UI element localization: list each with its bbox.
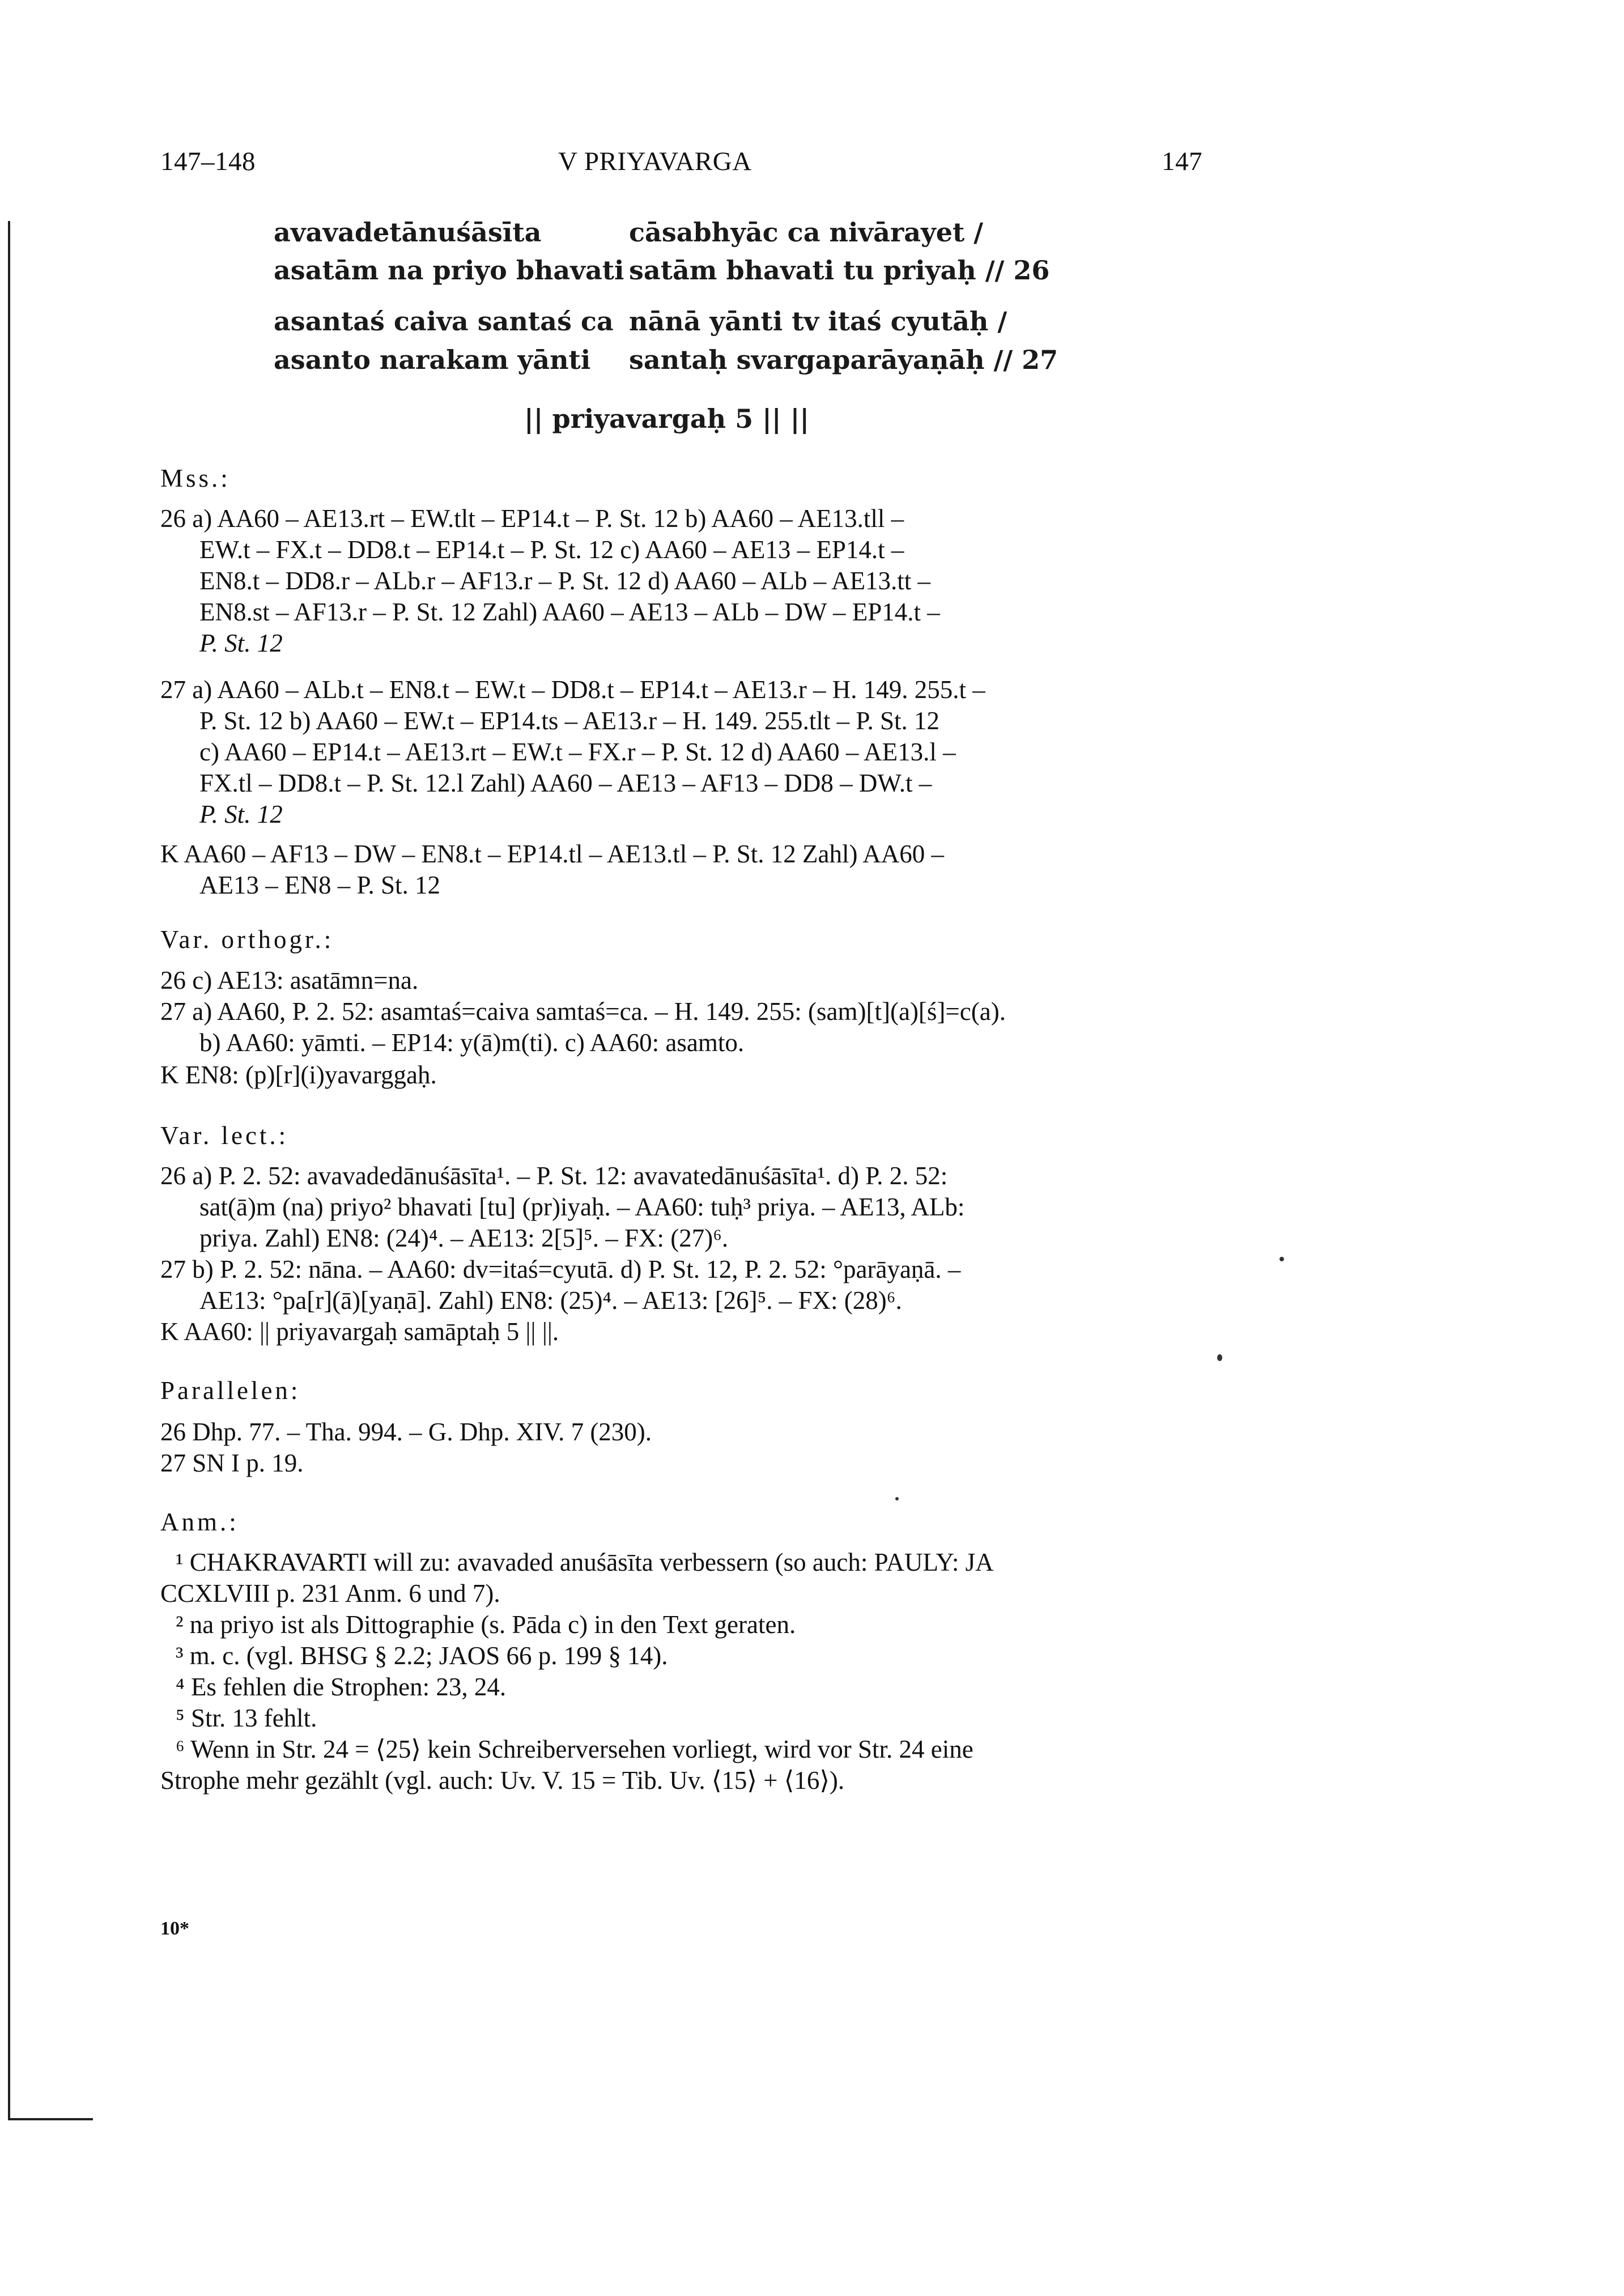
mss-line: 27 a) AA60 – ALb.t – EN8.t – EW.t – DD8.t – EP14.t – AE13.r – H. 149. 255.t – [160, 675, 985, 704]
parallel-line: 26 Dhp. 77. – Tha. 994. – G. Dhp. XIV. 7 (230). [160, 1418, 652, 1446]
footnote-line: Strophe mehr gezählt (vgl. auch: Uv. V. 15 = Tib. Uv. ⟨15⟩ + ⟨16⟩). [160, 1766, 845, 1795]
scan-margin-line [8, 221, 10, 2119]
mss-line: AE13 – EN8 – P. St. 12 [199, 871, 441, 899]
verse-line-2b: satām bhavati tu priyaḥ // 26 [629, 255, 1050, 286]
section-heading-parallelen: Parallelen: [160, 1376, 301, 1405]
verse-line-4b: santaḥ svargaparāyaṇāḥ // 27 [629, 345, 1058, 375]
section-heading-mss: Mss.: [160, 464, 231, 492]
signature-mark: 10* [160, 1918, 189, 1939]
footnote-line: ¹ CHAKRAVARTI will zu: avavaded anuśāsīta verbessern (so auch: PAULY: JA [176, 1548, 994, 1576]
orthogr-line: K EN8: (p)[r](i)yavarggaḥ. [160, 1061, 437, 1089]
header-page-number: 147 [1162, 147, 1202, 176]
lect-line: K AA60: || priyavargaḥ samāptaḥ 5 || ||. [160, 1317, 559, 1346]
scan-speck [1217, 1354, 1222, 1361]
lect-line: AE13: °pa[r](ā)[yaṇā]. Zahl) EN8: (25)⁴. – AE13: [26]⁵. – FX: (28)⁶. [199, 1286, 902, 1315]
verse-line-3b: nānā yānti tv itaś cyutāḥ / [629, 306, 1007, 337]
mss-line: EN8.t – DD8.r – ALb.r – AF13.r – P. St. 12 d) AA60 – ALb – AE13.tt – [199, 567, 931, 595]
verse-line-4a: asanto narakam yānti [274, 345, 591, 375]
verse-line-1b: cāsabhyāc ca nivārayet / [629, 217, 984, 248]
section-heading-var-lect: Var. lect.: [160, 1121, 289, 1150]
mss-line: P. St. 12 [199, 800, 283, 828]
mss-line: EW.t – FX.t – DD8.t – EP14.t – P. St. 12 c) AA60 – AE13 – EP14.t – [199, 535, 904, 564]
section-heading-var-orthogr: Var. orthogr.: [160, 925, 334, 954]
mss-line: K AA60 – AF13 – DW – EN8.t – EP14.tl – AE13.tl – P. St. 12 Zahl) AA60 – [160, 840, 945, 868]
lect-line: 26 a) P. 2. 52: avavadedānuśāsīta¹. – P. St. 12: avavatedānuśāsīta¹. d) P. 2. 52: [160, 1162, 948, 1190]
mss-line: 26 a) AA60 – AE13.rt – EW.tlt – EP14.t – P. St. 12 b) AA60 – AE13.tll – [160, 504, 904, 533]
footnote-line: ⁶ Wenn in Str. 24 = ⟨25⟩ kein Schreiberversehen vorliegt, wird vor Str. 24 eine [176, 1735, 973, 1763]
verse-line-3a: asantaś caiva santaś ca [274, 306, 614, 337]
scan-margin-line-foot [8, 2118, 93, 2120]
footnote-line: CCXLVIII p. 231 Anm. 6 und 7). [160, 1579, 500, 1608]
orthogr-line: 26 c) AE13: asatāmn=na. [160, 966, 419, 994]
lect-line: sat(ā)m (na) priyo² bhavati [tu] (pr)iyaḥ. – AA60: tuḥ³ priya. – AE13, ALb: [199, 1193, 965, 1221]
verse-line-1a: avavadetānuśāsīta [274, 217, 542, 248]
lect-line: 27 b) P. 2. 52: nāna. – AA60: dv=itaś=cyutā. d) P. St. 12, P. 2. 52: °parāyaṇā. – [160, 1255, 961, 1283]
footnote-line: ⁵ Str. 13 fehlt. [176, 1704, 317, 1732]
orthogr-line: b) AA60: yāmti. – EP14: y(ā)m(ti). c) AA60: asamto. [199, 1028, 745, 1057]
mss-line: FX.tl – DD8.t – P. St. 12.l Zahl) AA60 – AE13 – AF13 – DD8 – DW.t – [199, 769, 932, 797]
verse-line-2a: asatām na priyo bhavati [274, 255, 624, 286]
header-chapter-title: V PRIYAVARGA [558, 147, 752, 176]
lect-line: priya. Zahl) EN8: (24)⁴. – AE13: 2[5]⁵. – FX: (27)⁶. [199, 1224, 729, 1252]
header-page-range: 147–148 [160, 147, 256, 176]
mss-line: P. St. 12 b) AA60 – EW.t – EP14.ts – AE13.r – H. 149. 255.tlt – P. St. 12 [199, 707, 939, 735]
scan-speck [895, 1497, 899, 1500]
scan-speck [1279, 1257, 1284, 1261]
section-heading-anm: Anm.: [160, 1508, 239, 1536]
footnote-line: ⁴ Es fehlen die Strophen: 23, 24. [176, 1673, 507, 1701]
orthogr-line: 27 a) AA60, P. 2. 52: asamtaś=caiva samtaś=ca. – H. 149. 255: (sam)[t](a)[ś]=c(a). [160, 997, 1006, 1026]
mss-line: P. St. 12 [199, 629, 283, 657]
footnote-line: ³ m. c. (vgl. BHSG § 2.2; JAOS 66 p. 199 § 14). [176, 1642, 668, 1670]
mss-line: EN8.st – AF13.r – P. St. 12 Zahl) AA60 – AE13 – ALb – DW – EP14.t – [199, 598, 940, 626]
parallel-line: 27 SN I p. 19. [160, 1449, 304, 1477]
footnote-line: ² na priyo ist als Dittographie (s. Pāda c) in den Text geraten. [176, 1610, 796, 1639]
mss-line: c) AA60 – EP14.t – AE13.rt – EW.t – FX.r – P. St. 12 d) AA60 – AE13.l – [199, 738, 956, 766]
colophon: || priyavargaḥ 5 || || [524, 403, 810, 434]
